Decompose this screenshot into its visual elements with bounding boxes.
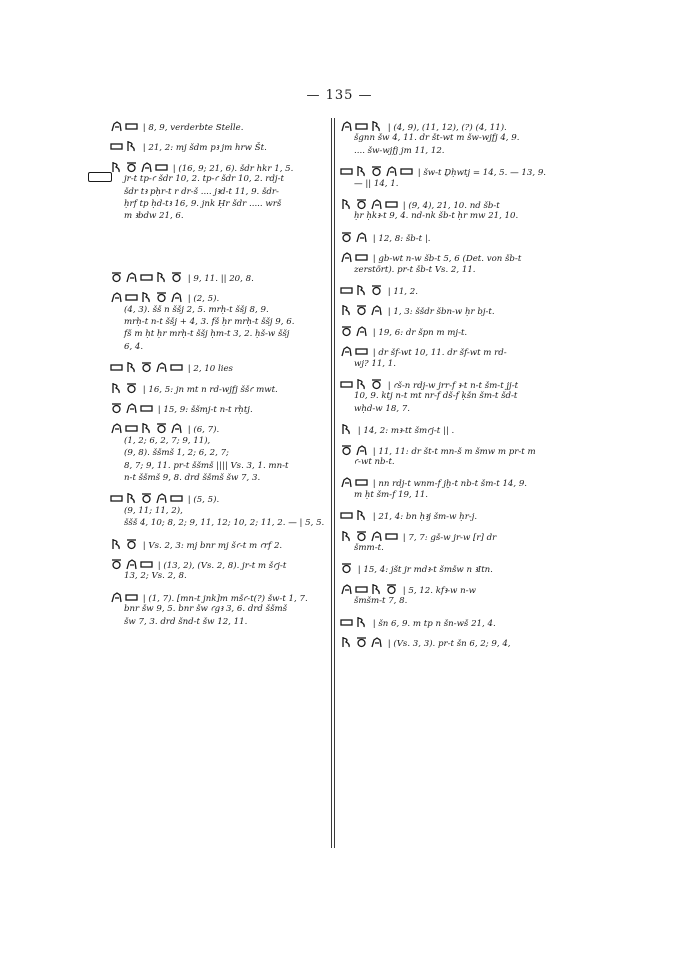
hieroglyph-icon bbox=[110, 120, 123, 132]
hieroglyph-icon bbox=[340, 636, 353, 648]
entry-text-line: | (2, 5). bbox=[110, 291, 294, 303]
hieroglyph-icon bbox=[400, 165, 413, 177]
hieroglyph-icon bbox=[355, 509, 368, 521]
hieroglyph-icon bbox=[125, 422, 138, 434]
entry-text: jr-t tp-ꜥ šdr 10, 2. tp-ꜥ šdr 10, 2. rdj-t bbox=[124, 174, 284, 185]
lexicon-entry bbox=[110, 591, 308, 628]
hieroglyph-icon bbox=[125, 591, 138, 603]
entry-text: (9, 8). ššmš 1, 2; 6, 2, 7; bbox=[124, 448, 229, 459]
lexicon-entry bbox=[110, 422, 288, 484]
hieroglyph-icon bbox=[370, 198, 383, 210]
entry-text-line: | 7, 7: gš-w jr-w [r] dr bbox=[340, 530, 496, 542]
lexicon-entry bbox=[340, 423, 454, 435]
lexicon-entry bbox=[340, 284, 418, 296]
hieroglyph-icon bbox=[355, 284, 368, 296]
hieroglyph-icon bbox=[125, 538, 138, 550]
lexicon-entry bbox=[340, 378, 518, 415]
lexicon-entry bbox=[340, 636, 511, 648]
entry-text-line bbox=[110, 198, 293, 210]
entry-text: šdr tꜣ pḥr-t r dr-š .... jꜣd-t 11, 9. šdr- bbox=[124, 186, 279, 197]
hieroglyph-icon bbox=[140, 492, 153, 504]
entry-text-line bbox=[340, 145, 519, 157]
entry-text-line bbox=[110, 616, 308, 628]
lexicon-entry bbox=[110, 120, 243, 132]
entry-text: 15, 9: ššmj-t n-t rḥtj. bbox=[163, 405, 253, 415]
entry-text-line bbox=[340, 264, 521, 276]
entry-text-line: | 2, 10 lies bbox=[110, 361, 233, 373]
hieroglyph-icon bbox=[340, 325, 353, 337]
hieroglyph-icon bbox=[110, 382, 123, 394]
lexicon-entry bbox=[340, 325, 467, 337]
entry-text: šw-t Ḏḥwtj = 14, 5. — 13, 9. bbox=[423, 168, 547, 179]
lexicon-entry bbox=[110, 558, 286, 583]
entry-text-line bbox=[110, 316, 294, 328]
entry-text: 13, 2; Vs. 2, 8. bbox=[124, 571, 187, 582]
lexicon-entry bbox=[340, 530, 496, 555]
hieroglyph-icon bbox=[110, 591, 123, 603]
hieroglyph-icon bbox=[355, 378, 368, 390]
entry-text-line: | gb-wt n-w šb-t 5, 6 (Det. von šb-t bbox=[340, 251, 521, 263]
hieroglyph-icon bbox=[110, 422, 123, 434]
entry-text: šgnn šw 4, 11. dr št-wt m šw-wjfj 4, 9. bbox=[354, 133, 520, 144]
entry-text-line: | 14, 2: mꜣ-tt šmꜥj-t || . bbox=[340, 423, 454, 435]
hieroglyph-icon bbox=[355, 304, 368, 316]
hieroglyph-icon bbox=[340, 198, 353, 210]
entry-text: (4, 9), (11, 12), (?) (4, 11). bbox=[393, 123, 507, 133]
entry-text: šmšm-t 7, 8. bbox=[354, 596, 408, 607]
hieroglyph-icon bbox=[370, 636, 383, 648]
entry-text-line bbox=[340, 178, 546, 190]
entry-text: 19, 6: dr špn m mj-t. bbox=[378, 327, 468, 338]
entry-text: 9, 11. || 20, 8. bbox=[193, 273, 254, 284]
hieroglyph-icon bbox=[155, 361, 168, 373]
entry-text-line bbox=[110, 505, 324, 517]
entry-text-line bbox=[340, 390, 518, 402]
entry-text: bnr šw 9, 5. bnr šw ꜥgꜣ 3, 6. drd ššmš bbox=[124, 604, 288, 615]
hieroglyph-icon bbox=[340, 284, 353, 296]
lexicon-entry bbox=[340, 231, 430, 243]
entry-text: wḥd-w 18, 7. bbox=[354, 403, 410, 414]
hieroglyph-icon bbox=[355, 583, 368, 595]
hieroglyph-icon bbox=[340, 423, 353, 435]
hieroglyph-icon bbox=[140, 161, 153, 173]
entry-text: 7, 7: gš-w jr-w [r] dr bbox=[408, 532, 497, 543]
entry-text-line: | (Vs. 3, 3). pr-t šn 6, 2; 9, 4, bbox=[340, 636, 511, 648]
entry-text: m ꜣbdw 21, 6. bbox=[124, 211, 184, 222]
entry-text-line: | (1, 7). [mn-t jnk]m mšꜥ-t(?) šw-t 1, 7. bbox=[110, 591, 308, 603]
entry-text-line bbox=[110, 570, 286, 582]
hieroglyph-icon bbox=[355, 231, 368, 243]
hieroglyph-icon bbox=[110, 271, 123, 283]
hieroglyph-icon bbox=[110, 538, 123, 550]
entry-text-line: | 21, 2: mj šdm pꜣ jm hrw Št. bbox=[110, 140, 267, 152]
lexicon-entry bbox=[340, 251, 521, 276]
entry-text-line: | dr šf-wt 10, 11. dr šf-wt m rd- bbox=[340, 345, 507, 357]
entry-text: — || 14, 1. bbox=[354, 178, 399, 189]
entry-text: .... šw-wjfj jm 11, 12. bbox=[354, 145, 445, 156]
hieroglyph-icon bbox=[125, 402, 138, 414]
hieroglyph-icon bbox=[110, 140, 123, 152]
hieroglyph-icon bbox=[385, 165, 398, 177]
hieroglyph-icon bbox=[155, 291, 168, 303]
entry-text-line bbox=[340, 489, 527, 501]
hieroglyph-icon bbox=[355, 530, 368, 542]
entry-text-line: | 5, 12. kfꜣ-w n-w bbox=[340, 583, 476, 595]
entry-text: zerstört). pr-t šb-t Vs. 2, 11. bbox=[354, 264, 476, 275]
entry-text: 21, 4: bn ḥꜣj šm-w ḥr-j. bbox=[378, 512, 478, 523]
entry-text: 15, 4: jšt jr mdꜣ-t šmšw n ꜣItn. bbox=[363, 565, 493, 576]
entry-text-line: | ꜥš-n rdj-w jrr-f ꜣ-t n-t šm-t jj-t bbox=[340, 378, 518, 390]
hieroglyph-icon bbox=[125, 120, 138, 132]
hieroglyph-icon bbox=[340, 583, 353, 595]
hieroglyph-icon bbox=[370, 530, 383, 542]
hieroglyph-icon bbox=[340, 509, 353, 521]
hieroglyph-icon bbox=[155, 271, 168, 283]
entry-text-line bbox=[110, 210, 293, 222]
hieroglyph-icon bbox=[125, 492, 138, 504]
entry-text-line: | šn 6, 9. m tp n šn-wš 21, 4. bbox=[340, 616, 496, 628]
hieroglyph-icon bbox=[170, 361, 183, 373]
entry-text-line bbox=[110, 304, 294, 316]
hieroglyph-icon bbox=[355, 120, 368, 132]
hieroglyph-icon bbox=[110, 402, 123, 414]
entry-text: nn rdj-t wnm-f jḫ-t nb-t šm-t 14, 9. bbox=[378, 479, 528, 490]
entry-text-line: | šw-t Ḏḥwtj = 14, 5. — 13, 9. bbox=[340, 165, 546, 177]
hieroglyph-icon bbox=[370, 378, 383, 390]
lexicon-entry bbox=[340, 562, 493, 574]
entry-text-line: | 9, 11. || 20, 8. bbox=[110, 271, 254, 283]
entry-text: 8, 9, verderbte Stelle. bbox=[148, 123, 244, 133]
hieroglyph-icon bbox=[355, 636, 368, 648]
entry-text-line bbox=[110, 186, 293, 198]
entry-text-line bbox=[340, 132, 519, 144]
hieroglyph-icon bbox=[340, 251, 353, 263]
entry-text: 1, 3: ššdr šbn-w ḥr bj-t. bbox=[393, 307, 495, 318]
hieroglyph-icon bbox=[170, 422, 183, 434]
hieroglyph-icon bbox=[140, 361, 153, 373]
entry-text-line: | 15, 4: jšt jr mdꜣ-t šmšw n ꜣItn. bbox=[340, 562, 493, 574]
lexicon-entry bbox=[340, 583, 476, 608]
entry-text: (2, 5). bbox=[193, 294, 220, 305]
hieroglyph-icon bbox=[355, 444, 368, 456]
hieroglyph-icon bbox=[125, 361, 138, 373]
hieroglyph-icon bbox=[140, 291, 153, 303]
hieroglyph-icon bbox=[110, 492, 123, 504]
entry-text: 12, 8: šb-t |. bbox=[378, 233, 431, 244]
hieroglyph-icon bbox=[340, 530, 353, 542]
hieroglyph-icon bbox=[355, 345, 368, 357]
hieroglyph-icon bbox=[110, 558, 123, 570]
lexicon-entry bbox=[340, 304, 495, 316]
hieroglyph-icon bbox=[170, 291, 183, 303]
lexicon-entry bbox=[340, 476, 527, 501]
entry-text-line bbox=[110, 460, 288, 472]
entry-text: fš m ḥt ḥr mrḥ-t ššj ḥm-t 3, 2. ḥš-w ššj bbox=[124, 329, 290, 340]
hieroglyph-icon bbox=[140, 422, 153, 434]
entry-text: (16, 9; 21, 6). šdr hkr 1, 5. bbox=[178, 163, 294, 174]
hieroglyph-icon bbox=[110, 361, 123, 373]
entry-text-line: | nn rdj-t wnm-f jḫ-t nb-t šm-t 14, 9. bbox=[340, 476, 527, 488]
entry-text-line: | (5, 5). bbox=[110, 492, 324, 504]
entry-text-line: | 12, 8: šb-t |. bbox=[340, 231, 430, 243]
lexicon-entry bbox=[110, 361, 233, 373]
entry-text: 16, 5: jn mt n rd-wjfj ššꜥ mwt. bbox=[148, 384, 278, 395]
hieroglyph-icon bbox=[125, 161, 138, 173]
hieroglyph-icon bbox=[370, 583, 383, 595]
lexicon-entry bbox=[110, 161, 293, 223]
hieroglyph-icon bbox=[355, 476, 368, 488]
hieroglyph-icon bbox=[170, 271, 183, 283]
hieroglyph-icon bbox=[155, 161, 168, 173]
hieroglyph-icon bbox=[125, 140, 138, 152]
entry-text: 8, 7; 9, 11. pr-t ššmš |||| Vs. 3, 1. mn-t bbox=[124, 460, 289, 471]
lexicon-entry bbox=[340, 509, 477, 521]
hieroglyph-icon bbox=[340, 562, 353, 574]
entry-text: 11, 2. bbox=[393, 287, 418, 297]
hieroglyph-icon bbox=[340, 165, 353, 177]
entry-text-line: | 1, 3: ššdr šbn-w ḥr bj-t. bbox=[340, 304, 495, 316]
hieroglyph-icon bbox=[155, 492, 168, 504]
hieroglyph-icon bbox=[340, 616, 353, 628]
entry-text-line: | 11, 11: dr št-t mn-š m šmw m pr-t m bbox=[340, 444, 536, 456]
entry-text: dr šf-wt 10, 11. dr šf-wt m rd- bbox=[378, 348, 507, 359]
lexicon-entry bbox=[340, 120, 519, 157]
lexicon-entry bbox=[110, 140, 267, 152]
entry-text: šn 6, 9. m tp n šn-wš 21, 4. bbox=[378, 618, 496, 629]
lexicon-entry bbox=[340, 165, 546, 190]
hieroglyph-icon bbox=[370, 120, 383, 132]
entry-text-line: | 11, 2. bbox=[340, 284, 418, 296]
entry-text: n-t ššmš 9, 8. drd ššmš šw 7, 3. bbox=[124, 472, 261, 483]
hieroglyph-icon bbox=[170, 492, 183, 504]
hieroglyph-icon bbox=[155, 422, 168, 434]
lexicon-entry bbox=[110, 538, 282, 550]
entry-text: (1, 7). [mn-t jnk]m mšꜥ-t(?) šw-t 1, 7. bbox=[148, 593, 308, 604]
hieroglyph-icon bbox=[370, 304, 383, 316]
entry-text-line: | 21, 4: bn ḥꜣj šm-w ḥr-j. bbox=[340, 509, 477, 521]
entry-text: (4, 3). šš n ššj 2, 5. mrḥ-t ššj 8, 9. bbox=[124, 304, 269, 315]
entry-text-line bbox=[340, 456, 536, 468]
entry-text-line: | (16, 9; 21, 6). šdr hkr 1, 5. bbox=[110, 161, 293, 173]
hieroglyph-icon bbox=[370, 165, 383, 177]
entry-text: ḥr ḥkꜣ-t 9, 4. nd-nk šb-t ḥr mw 21, 10. bbox=[354, 211, 519, 222]
hieroglyph-icon bbox=[340, 476, 353, 488]
entry-text-line bbox=[110, 472, 288, 484]
hieroglyph-icon bbox=[125, 271, 138, 283]
hieroglyph-icon bbox=[340, 345, 353, 357]
entry-text-line: | 16, 5: jn mt n rd-wjfj ššꜥ mwt. bbox=[110, 382, 278, 394]
entry-text: ššš 4, 10; 8, 2; 9, 11, 12; 10, 2; 11, 2. — | 5, 5. bbox=[124, 518, 325, 529]
entry-text: 5, 12. kfꜣ-w n-w bbox=[408, 585, 476, 596]
hieroglyph-icon bbox=[385, 583, 398, 595]
entry-text-line bbox=[110, 603, 308, 615]
entry-text-line: | (9, 4), 21, 10. nd šb-t bbox=[340, 198, 518, 210]
hieroglyph-icon bbox=[385, 198, 398, 210]
entry-text-line: | (13, 2), (Vs. 2, 8). jr-t m šꜥj-t bbox=[110, 558, 286, 570]
hieroglyph-icon bbox=[340, 304, 353, 316]
lexicon-entry bbox=[110, 492, 324, 529]
entry-text: gb-wt n-w šb-t 5, 6 (Det. von šb-t bbox=[378, 254, 522, 265]
entry-text: 11, 11: dr št-t mn-š m šmw m pr-t m bbox=[378, 446, 536, 457]
entry-text: Vs. 2, 3: mj bnr mj šꜥ-t m ꜥrf 2. bbox=[148, 540, 283, 551]
entry-text: ḥrf tp ḥd-tꜣ 16, 9. jnk Ḥr šdr ..... wrš bbox=[124, 198, 282, 209]
hieroglyph-icon bbox=[340, 378, 353, 390]
entry-text: 21, 2: mj šdm pꜣ jm hrw Št. bbox=[148, 143, 267, 154]
entry-text: (1, 2; 6, 2, 7; 9, 11), bbox=[124, 435, 211, 446]
entry-text: 14, 2: mꜣ-tt šmꜥj-t || . bbox=[363, 426, 455, 437]
entry-text: (Vs. 3, 3). pr-t šn 6, 2; 9, 4, bbox=[393, 639, 511, 649]
hieroglyph-icon bbox=[140, 271, 153, 283]
lexicon-entry bbox=[110, 382, 278, 394]
entry-text-line bbox=[110, 173, 293, 185]
entry-text: (6, 7). bbox=[193, 425, 220, 436]
entry-text: 6, 4. bbox=[124, 341, 144, 352]
entry-text: m ḥt šm-f 19, 11. bbox=[354, 489, 429, 500]
lexicon-entry bbox=[340, 616, 496, 628]
column-divider bbox=[334, 118, 335, 848]
entry-text: (5, 5). bbox=[193, 495, 220, 506]
entry-text-line bbox=[340, 403, 518, 415]
column-divider bbox=[331, 118, 332, 848]
hieroglyph-icon bbox=[125, 291, 138, 303]
entry-text-line bbox=[110, 447, 288, 459]
entry-text: (13, 2), (Vs. 2, 8). jr-t m šꜥj-t bbox=[163, 561, 287, 571]
entry-text: 10, 9. ktj n-t mt nr-f dš-f ḳšn šm-t šd-t bbox=[354, 391, 518, 402]
hieroglyph-icon bbox=[355, 165, 368, 177]
lexicon-entry bbox=[110, 291, 294, 353]
lexicon-entry bbox=[340, 198, 518, 223]
entry-text: 2, 10 lies bbox=[193, 364, 233, 375]
hieroglyph-icon bbox=[125, 382, 138, 394]
entry-text: ꜥ-wt nb-t. bbox=[354, 456, 395, 467]
hieroglyph-icon bbox=[140, 558, 153, 570]
hieroglyph-icon bbox=[355, 616, 368, 628]
page-number: — 135 — bbox=[306, 88, 373, 103]
entry-text-line: | 19, 6: dr špn m mj-t. bbox=[340, 325, 467, 337]
hieroglyph-icon bbox=[340, 444, 353, 456]
lexicon-entry bbox=[340, 444, 536, 469]
entry-text-line: | (4, 9), (11, 12), (?) (4, 11). bbox=[340, 120, 519, 132]
section-sign-glyph bbox=[88, 172, 112, 182]
entry-text-line bbox=[110, 341, 294, 353]
entry-text: wj? 11, 1. bbox=[354, 358, 396, 369]
lexicon-entry bbox=[110, 402, 253, 414]
entry-text-line: | (6, 7). bbox=[110, 422, 288, 434]
entry-text-line: | Vs. 2, 3: mj bnr mj šꜥ-t m ꜥrf 2. bbox=[110, 538, 282, 550]
entry-text: (9, 11; 11, 2), bbox=[124, 505, 183, 516]
hieroglyph-icon bbox=[355, 251, 368, 263]
hieroglyph-icon bbox=[140, 402, 153, 414]
hieroglyph-icon bbox=[385, 530, 398, 542]
entry-text-line: | 8, 9, verderbte Stelle. bbox=[110, 120, 243, 132]
entry-text: šw 7, 3. drd šnd-t šw 12, 11. bbox=[124, 616, 248, 627]
entry-text-line bbox=[110, 328, 294, 340]
entry-text-line bbox=[110, 517, 324, 529]
hieroglyph-icon bbox=[370, 284, 383, 296]
entry-text-line bbox=[340, 542, 496, 554]
entry-text-line bbox=[110, 435, 288, 447]
hieroglyph-icon bbox=[355, 198, 368, 210]
lexicon-entry bbox=[340, 345, 507, 370]
entry-text-line bbox=[340, 358, 507, 370]
hieroglyph-icon bbox=[340, 231, 353, 243]
entry-text: mrḥ-t n-t ššj + 4, 3. fš ḥr mrḥ-t ššj 9, 6. bbox=[124, 316, 295, 327]
entry-text-line bbox=[340, 595, 476, 607]
entry-text: ꜥš-n rdj-w jrr-f ꜣ-t n-t šm-t jj-t bbox=[393, 381, 519, 391]
hieroglyph-icon bbox=[125, 558, 138, 570]
entry-text: (9, 4), 21, 10. nd šb-t bbox=[408, 201, 500, 211]
hieroglyph-icon bbox=[355, 325, 368, 337]
hieroglyph-icon bbox=[110, 291, 123, 303]
hieroglyph-icon bbox=[340, 120, 353, 132]
entry-text: šmm-t. bbox=[354, 542, 384, 553]
entry-text-line: | 15, 9: ššmj-t n-t rḥtj. bbox=[110, 402, 253, 414]
lexicon-entry bbox=[110, 271, 254, 283]
hieroglyph-icon bbox=[110, 161, 123, 173]
entry-text-line bbox=[340, 210, 518, 222]
